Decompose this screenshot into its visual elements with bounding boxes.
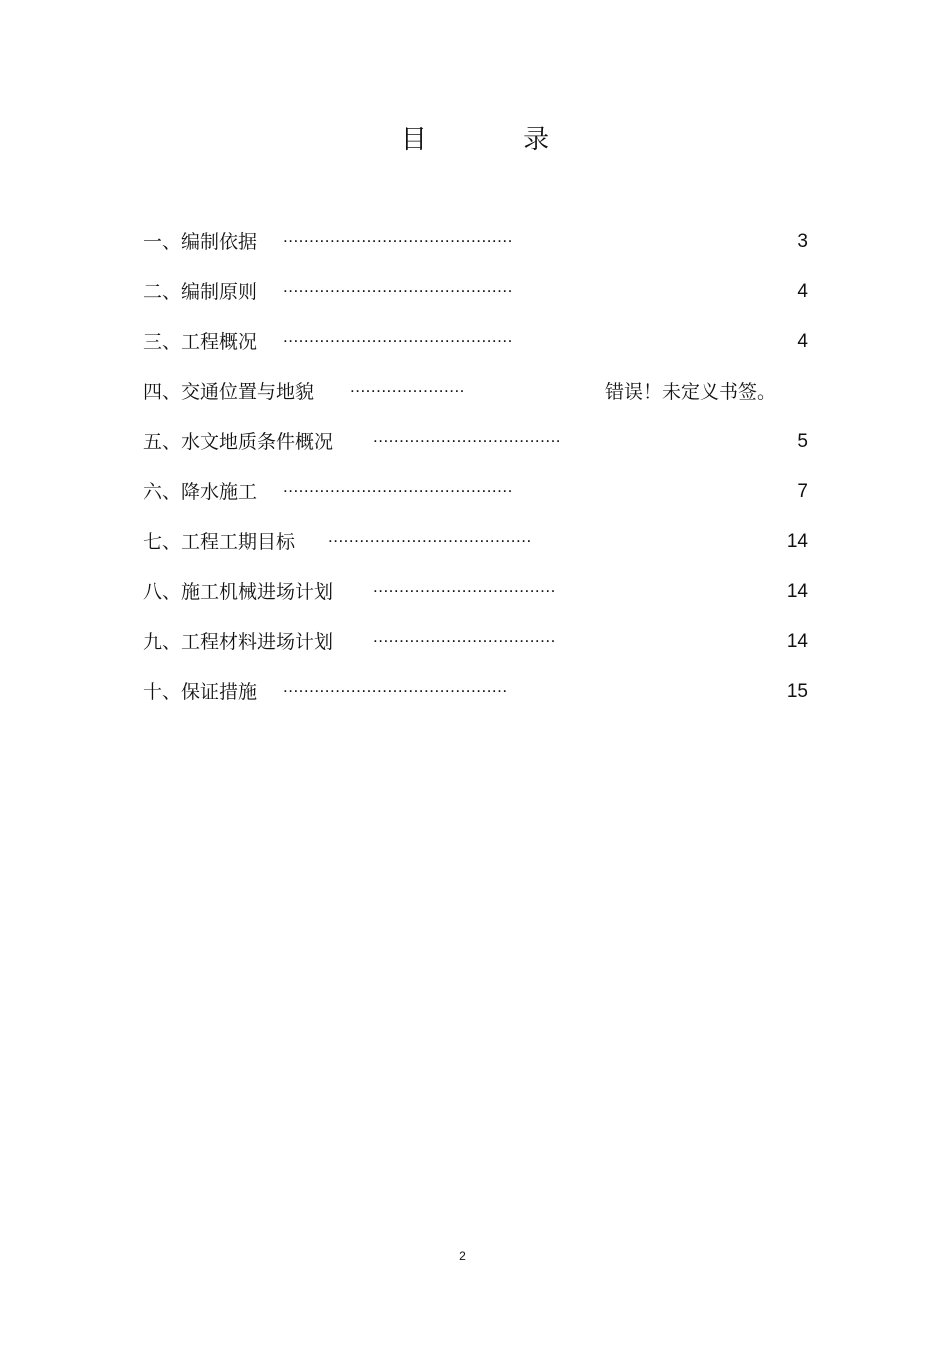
toc-entry-1 xyxy=(143,226,808,276)
toc-leader-dots: ............................................ xyxy=(283,277,513,296)
toc-page-number: 14 xyxy=(786,531,808,552)
toc-title: 目 录 xyxy=(400,125,594,155)
toc-leader-dots: ...................... xyxy=(350,377,465,396)
toc-entry-6 xyxy=(143,476,808,526)
toc-page-number: 7 xyxy=(797,481,808,502)
toc-entry-10 xyxy=(143,676,808,726)
toc-leader-dots: ............................................ xyxy=(283,477,513,496)
toc-leader-dots: ........................................... xyxy=(283,677,508,696)
page-number: 2 xyxy=(459,1249,466,1263)
toc-entry-8 xyxy=(143,576,808,626)
toc-entry-label: 七、工程工期目标 xyxy=(143,531,296,553)
toc-entry-label: 二、编制原则 xyxy=(143,281,258,303)
toc-entry-label: 一、编制依据 xyxy=(143,231,258,253)
toc-page-number: 15 xyxy=(786,681,808,702)
toc-entry-2 xyxy=(143,276,808,326)
toc-bookmark-error: 错误！未定义书签。 xyxy=(605,381,777,403)
toc-entry-5 xyxy=(143,426,808,476)
toc-leader-dots: ................................... xyxy=(373,577,556,596)
toc-leader-dots: .................................... xyxy=(373,427,562,446)
toc-leader-dots: ............................................ xyxy=(283,327,513,346)
toc-entry-label: 十、保证措施 xyxy=(143,681,258,703)
toc-page-number: 4 xyxy=(797,281,808,302)
toc-entry-4 xyxy=(143,376,808,426)
toc-entry-label: 四、交通位置与地貌 xyxy=(143,381,315,403)
toc-entry-label: 八、施工机械进场计划 xyxy=(143,581,334,603)
toc-leader-dots: ............................................ xyxy=(283,227,513,246)
toc-entry-9 xyxy=(143,626,808,676)
toc-leader-dots: ....................................... xyxy=(328,527,532,546)
table-of-contents xyxy=(143,226,808,726)
toc-entry-label: 九、工程材料进场计划 xyxy=(143,631,334,653)
toc-entry-label: 三、工程概况 xyxy=(143,331,258,353)
toc-page-number: 14 xyxy=(786,631,808,652)
toc-leader-dots: ................................... xyxy=(373,627,556,646)
toc-entry-label: 五、水文地质条件概况 xyxy=(143,431,334,453)
toc-page-number: 3 xyxy=(797,231,808,252)
toc-entry-7 xyxy=(143,526,808,576)
toc-page-number: 4 xyxy=(797,331,808,352)
toc-entry-3 xyxy=(143,326,808,376)
toc-page-number: 14 xyxy=(786,581,808,602)
toc-page-number: 5 xyxy=(797,431,808,452)
toc-entry-label: 六、降水施工 xyxy=(143,481,258,503)
